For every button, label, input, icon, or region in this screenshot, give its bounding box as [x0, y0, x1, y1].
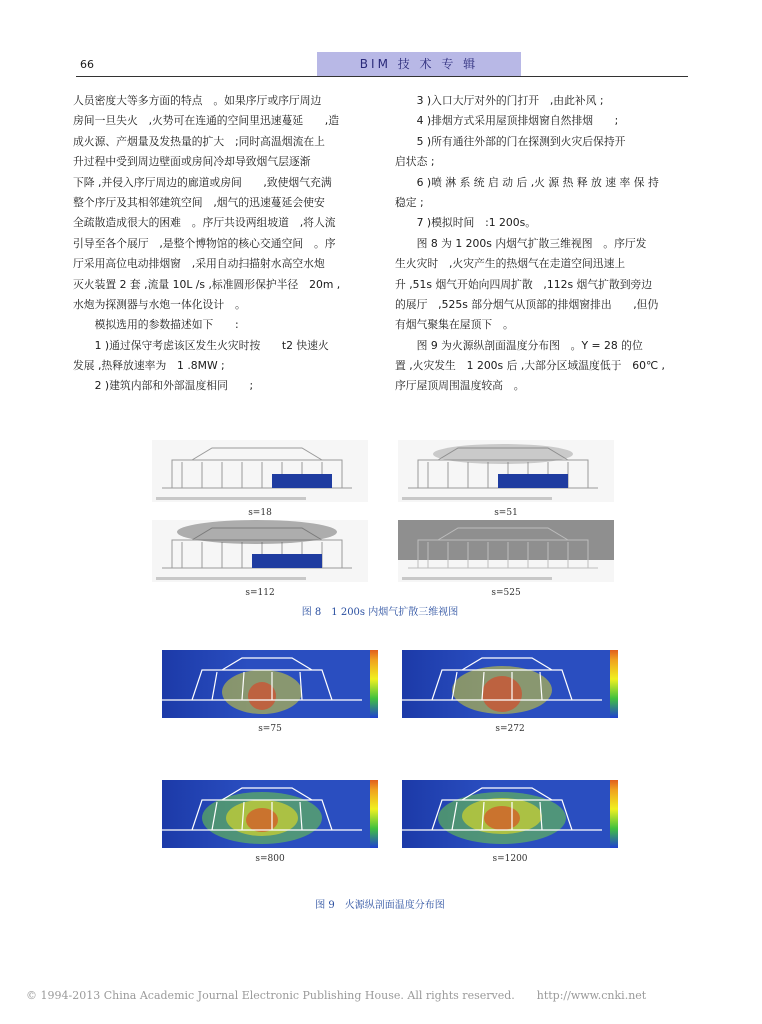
text-line: 下降 ,并侵入序厅周边的廊道或房间 ,致使烟气充满 — [73, 175, 332, 189]
smoke-3d-render — [398, 440, 614, 502]
text-line: 稳定 ; — [395, 195, 424, 209]
text-line: 人员密度大等多方面的特点 。如果序厅或序厅周边 — [73, 94, 322, 107]
panel-time-label: s=1200 — [492, 854, 528, 864]
text-line: 4 )排烟方式采用屋顶排烟窗自然排烟 ; — [395, 114, 619, 128]
fig9-panel — [402, 780, 618, 864]
text-line: 引导至各个展厅 ,是整个博物馆的核心交通空间 。序 — [73, 236, 336, 250]
temperature-colorbar — [370, 780, 378, 848]
text-line: 厅采用高位电动排烟窗 ,采用自动扫描射水高空水炮 — [73, 257, 325, 271]
figure8-caption: 图 8 1 200s 内烟气扩散三维视图 — [301, 607, 459, 618]
left-text-column — [73, 91, 373, 397]
temperature-section-render — [402, 650, 618, 718]
smoke-3d-render — [398, 520, 614, 582]
text-line: 模拟选用的参数描述如下 : — [73, 318, 239, 332]
text-line: 发展 ,热释放速率为 1 .8MW ; — [73, 359, 225, 373]
text-line: 5 )所有通往外部的门在探测到火灾后保持开 — [395, 134, 626, 148]
text-line: 图 8 为 1 200s 内烟气扩散三维视图 。序厅发 — [395, 236, 647, 250]
text-line: 序厅屋顶周围温度较高 。 — [395, 379, 525, 393]
text-line: 升过程中受到周边壁面或房间冷却导致烟气层逐渐 — [73, 155, 311, 169]
smoke-3d-render — [152, 440, 368, 502]
text-line: 图 9 为火源纵剖面温度分布图 。Y = 28 的位 — [395, 338, 643, 352]
text-line: 灭火装置 2 套 ,流量 10L /s ,标准圆形保护半径 20m , — [73, 277, 341, 291]
text-line: 房间一旦失火 ,火势可在连通的空间里迅速蔓延 ,造 — [73, 114, 339, 128]
copyright-footer: © 1994-2013 China Academic Journal Electronic Publishing House. All rights reserved. http://www.cnki.net — [26, 989, 647, 1002]
text-line: 7 )模拟时间 :1 200s。 — [395, 216, 537, 230]
right-text-column — [395, 91, 691, 397]
panel-time-label: s=75 — [258, 724, 282, 734]
text-line: 3 )入口大厅对外的门打开 ,由此补风 ; — [395, 94, 604, 107]
text-line: 1 )通过保守考虑该区发生火灾时按 t2 快速火 — [73, 338, 329, 352]
panel-time-label: s=525 — [491, 588, 521, 598]
fig9-panel — [402, 650, 618, 734]
fig8-panel — [152, 520, 368, 598]
text-line: 置 ,火灾发生 1 200s 后 ,大部分区域温度低于 60℃ , — [395, 359, 665, 373]
page-number: 66 — [80, 58, 94, 71]
text-line: 2 )建筑内部和外部温度相同 ; — [73, 379, 254, 393]
temperature-colorbar — [610, 780, 618, 848]
text-line: 整个序厅及其相邻建筑空间 ,烟气的迅速蔓延会使安 — [73, 195, 325, 209]
fig8-panel — [152, 440, 368, 518]
smoke-3d-render — [152, 520, 368, 582]
fig9-panel — [162, 780, 378, 864]
header-rule — [76, 76, 688, 77]
panel-time-label: s=800 — [255, 854, 285, 864]
text-line: 升 ,51s 烟气开始向四周扩散 ,112s 烟气扩散到旁边 — [395, 277, 653, 291]
panel-time-label: s=272 — [495, 724, 525, 734]
text-line: 成火源、产烟量及发热量的扩大 ;同时高温烟流在上 — [73, 134, 325, 148]
text-line: 全疏散造成很大的困难 。序厅共设两组坡道 ,将人流 — [73, 216, 336, 230]
figure-area — [140, 440, 620, 920]
text-line: 6 )喷 淋 系 统 启 动 后 ,火 源 热 释 放 速 率 保 持 — [395, 175, 659, 189]
text-line: 生火灾时 ,火灾产生的热烟气在走道空间迅速上 — [395, 257, 626, 271]
temperature-colorbar — [370, 650, 378, 718]
fig8-panel — [398, 520, 614, 598]
text-line: 有烟气聚集在屋顶下 。 — [395, 318, 514, 332]
journal-section-title: BIM 技 术 专 辑 — [317, 52, 521, 76]
fig9-panel — [162, 650, 378, 734]
figure9-caption: 图 9 火源纵剖面温度分布图 — [315, 900, 445, 911]
text-line: 的展厅 ,525s 部分烟气从顶部的排烟窗排出 ,但仍 — [395, 297, 659, 311]
temperature-section-render — [162, 650, 378, 718]
temperature-colorbar — [610, 650, 618, 718]
panel-time-label: s=51 — [494, 508, 518, 518]
temperature-section-render — [402, 780, 618, 848]
panel-time-label: s=112 — [245, 588, 275, 598]
panel-time-label: s=18 — [248, 508, 272, 518]
text-line: 水炮为探测器与水炮一体化设计 。 — [73, 297, 246, 311]
page-header — [76, 52, 688, 78]
text-line: 启状态 ; — [395, 155, 435, 169]
temperature-section-render — [162, 780, 378, 848]
fig8-panel — [398, 440, 614, 518]
